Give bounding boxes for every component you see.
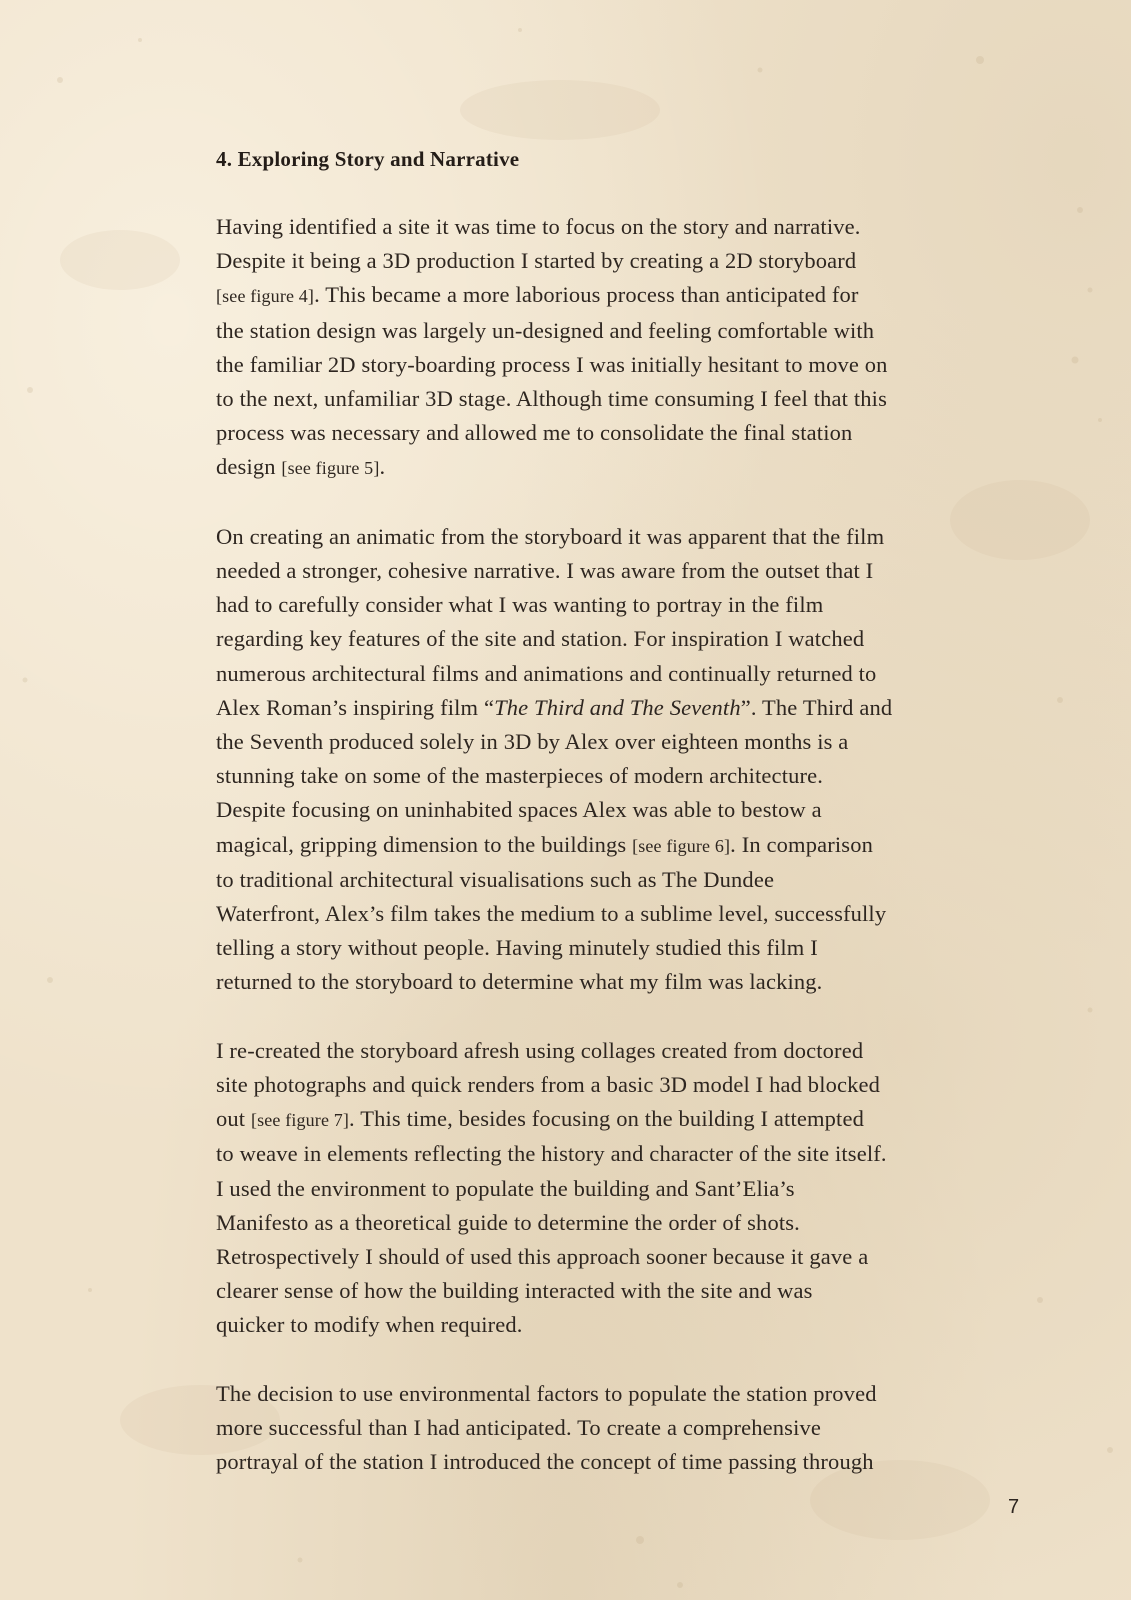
text-line (216, 691, 976, 725)
paragraph (216, 210, 976, 486)
film-title: The Third and The Seventh (494, 694, 741, 720)
text-segment: more successful than I had anticipated. To create a comprehensive (216, 1415, 822, 1441)
paragraph (216, 520, 976, 1000)
text-line (216, 450, 976, 485)
text-line (216, 416, 976, 450)
paragraph (216, 1034, 976, 1343)
page-number: 7 (1008, 1496, 1020, 1518)
text-line (216, 1137, 976, 1171)
text-segment: . This time, besides focusing on the building I attempted (349, 1106, 864, 1132)
text-segment: I re-created the storyboard afresh using collages created from doctored (216, 1037, 864, 1063)
text-segment: the Seventh produced solely in 3D by Alex over eighteen months is a (216, 729, 849, 755)
text-line (216, 1172, 976, 1206)
text-line (216, 588, 976, 622)
text-segment: quicker to modify when required. (216, 1312, 523, 1338)
text-line (216, 622, 976, 656)
text-segment: . (379, 454, 386, 480)
figure-reference: [see figure 7] (250, 1110, 350, 1131)
text-line (216, 554, 976, 588)
text-segment: to the next, unfamiliar 3D stage. Although time consuming I feel that this (216, 386, 887, 412)
text-line (216, 725, 976, 759)
text-segment: Despite it being a 3D production I started by creating a 2D storyboard (216, 248, 857, 274)
text-segment: out (216, 1106, 251, 1132)
text-segment: design (216, 454, 282, 480)
text-line (216, 278, 976, 313)
text-line (216, 1206, 976, 1240)
text-line (216, 1274, 976, 1308)
text-line (216, 863, 976, 897)
text-segment: ”. The Third and (740, 694, 893, 720)
section-heading: 4. Exploring Story and Narrative (216, 147, 520, 171)
text-line (216, 931, 976, 965)
paragraph (216, 1377, 976, 1480)
body-text (216, 210, 976, 1479)
text-segment: . This became a more laborious process than anticipated for (314, 282, 859, 308)
text-line (216, 759, 976, 793)
text-segment: Waterfront, Alex’s film takes the medium to a sublime level, successfully (216, 901, 887, 927)
text-segment: to weave in elements reflecting the history and character of the site itself. (216, 1141, 887, 1167)
text-segment: the familiar 2D story-boarding process I was initially hesitant to move on (216, 351, 888, 377)
text-line (216, 897, 976, 931)
text-segment: magical, gripping dimension to the buildings (216, 831, 633, 857)
main-content (216, 144, 976, 1514)
figure-reference: [see figure 5] (281, 458, 380, 479)
text-segment: had to carefully consider what I was wanting to portray in the film (216, 592, 824, 618)
text-segment: portrayal of the station I introduced the concept of time passing through (216, 1449, 874, 1475)
text-line (216, 1308, 976, 1342)
text-segment: telling a story without people. Having minutely studied this film I (216, 935, 818, 961)
text-segment: Having identified a site it was time to focus on the story and narrative. (216, 214, 861, 239)
text-segment: I used the environment to populate the building and Sant’Elia’s (216, 1175, 795, 1201)
text-segment: Alex Roman’s inspiring film “ (216, 694, 495, 720)
text-segment: clearer sense of how the building interacted with the site and was (216, 1278, 813, 1304)
text-segment: Manifesto as a theoretical guide to determine the order of shots. (216, 1209, 800, 1235)
text-segment: Retrospectively I should of used this approach sooner because it gave a (216, 1244, 869, 1270)
text-segment: to traditional architectural visualisations such as The Dundee (216, 866, 775, 892)
text-segment: regarding key features of the site and station. For inspiration I watched (216, 626, 865, 652)
figure-reference: [see figure 6] (632, 835, 731, 856)
text-line (216, 1240, 976, 1274)
text-line (216, 244, 976, 278)
text-segment: The decision to use environmental factors to populate the station proved (216, 1380, 877, 1406)
text-segment: site photographs and quick renders from a basic 3D model I had blocked (216, 1072, 881, 1098)
text-segment: numerous architectural films and animations and continually returned to (216, 660, 877, 686)
text-line (216, 793, 976, 827)
text-segment: Despite focusing on uninhabited spaces Alex was able to bestow a (216, 797, 822, 823)
text-segment: needed a stronger, cohesive narrative. I was aware from the outset that I (216, 558, 874, 584)
text-line (216, 348, 976, 382)
text-segment: returned to the storyboard to determine what my film was lacking. (216, 969, 823, 995)
text-line (216, 657, 976, 691)
text-line (216, 1411, 976, 1445)
text-line (216, 828, 976, 863)
text-segment: . In comparison (730, 831, 873, 857)
text-line (216, 314, 976, 348)
figure-reference: [see figure 4] (216, 286, 315, 307)
text-line (216, 1102, 976, 1137)
text-line (216, 1445, 976, 1479)
text-segment: On creating an animatic from the storyboard it was apparent that the film (216, 523, 885, 549)
text-segment: process was necessary and allowed me to consolidate the final station (216, 420, 853, 446)
text-segment: the station design was largely un-designed and feeling comfortable with (216, 317, 875, 343)
text-line (216, 965, 976, 999)
text-segment: stunning take on some of the masterpieces of modern architecture. (216, 763, 824, 789)
text-line (216, 1377, 976, 1411)
text-line (216, 520, 976, 554)
text-line (216, 382, 976, 416)
text-line (216, 210, 976, 244)
text-line (216, 1068, 976, 1102)
text-line (216, 1034, 976, 1068)
